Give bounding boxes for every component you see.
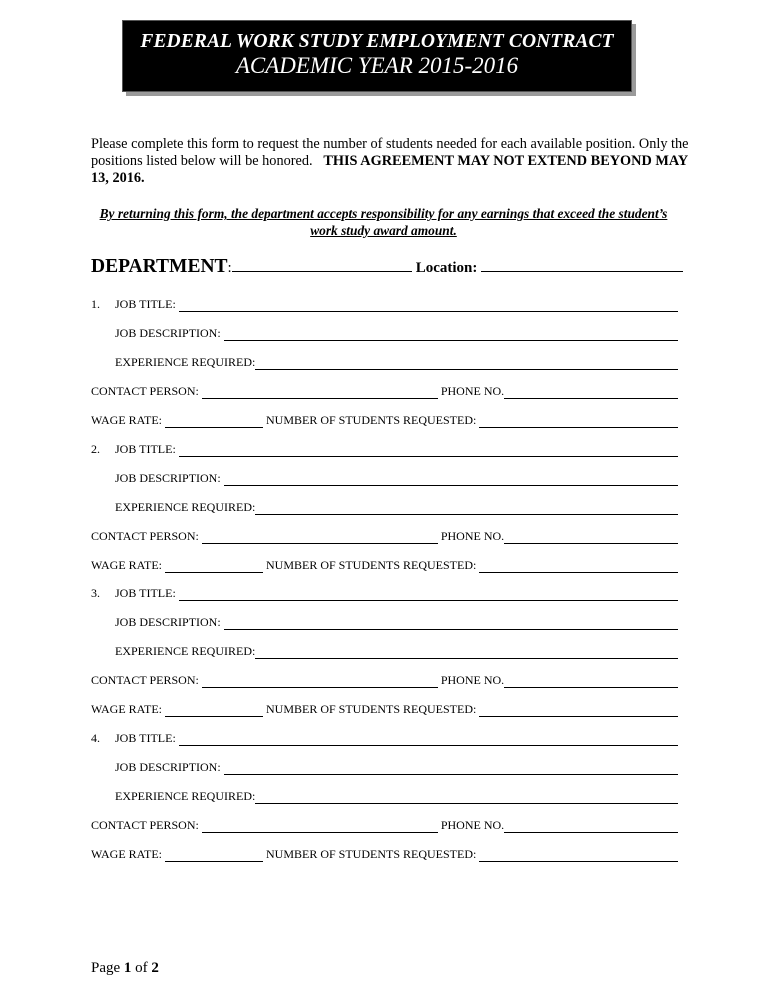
wage-rate-label: WAGE RATE: bbox=[91, 846, 162, 861]
page-footer bbox=[91, 960, 159, 977]
job-description-field[interactable] bbox=[224, 473, 678, 486]
page-word: Page bbox=[91, 960, 121, 976]
job-description-label: JOB DESCRIPTION: bbox=[115, 326, 221, 340]
phone-field[interactable] bbox=[504, 531, 678, 544]
intro-bold-notice: THIS AGREEMENT MAY NOT EXTEND BEYOND MAY 13, 2016. bbox=[91, 153, 688, 186]
department-colon: : bbox=[227, 260, 232, 276]
current-page: 1 bbox=[123, 960, 132, 976]
job-title-field[interactable] bbox=[179, 299, 678, 312]
job-description-field[interactable] bbox=[224, 617, 678, 630]
students-requested-field[interactable] bbox=[479, 704, 678, 717]
job-title-label: JOB TITLE: bbox=[115, 586, 176, 600]
phone-label: PHONE NO. bbox=[440, 817, 505, 832]
contact-person-field[interactable] bbox=[202, 820, 438, 833]
job-description-row bbox=[115, 614, 678, 630]
position-number: 1. bbox=[91, 297, 100, 311]
job-description-row bbox=[115, 759, 678, 775]
department-label: DEPARTMENT bbox=[91, 256, 228, 277]
experience-required-field[interactable] bbox=[255, 502, 678, 515]
wage-rate-field[interactable] bbox=[165, 849, 263, 862]
experience-required-row bbox=[115, 788, 678, 804]
wage-rate-field[interactable] bbox=[165, 560, 263, 573]
students-requested-label: NUMBER OF STUDENTS REQUESTED: bbox=[266, 702, 477, 716]
job-title-label: JOB TITLE: bbox=[115, 730, 176, 745]
experience-required-label: EXPERIENCE REQUIRED: bbox=[115, 788, 256, 803]
position-number: 2. bbox=[91, 441, 100, 456]
position-number: 4. bbox=[91, 730, 100, 745]
contact-row bbox=[91, 817, 678, 833]
students-requested-field[interactable] bbox=[479, 415, 678, 428]
job-title-row bbox=[91, 730, 678, 746]
phone-field[interactable] bbox=[504, 386, 678, 399]
experience-required-label: EXPERIENCE REQUIRED: bbox=[115, 644, 256, 658]
job-description-field[interactable] bbox=[224, 328, 678, 341]
experience-required-label: EXPERIENCE REQUIRED: bbox=[115, 355, 256, 369]
form-title: FEDERAL WORK STUDY EMPLOYMENT CONTRACT bbox=[140, 31, 614, 52]
experience-required-field[interactable] bbox=[255, 646, 678, 659]
students-requested-label: NUMBER OF STUDENTS REQUESTED: bbox=[266, 413, 477, 427]
contact-row bbox=[91, 528, 678, 544]
job-description-label: JOB DESCRIPTION: bbox=[115, 759, 221, 774]
job-title-field[interactable] bbox=[179, 444, 678, 457]
job-title-row bbox=[91, 585, 678, 601]
experience-required-row bbox=[115, 643, 678, 659]
job-description-field[interactable] bbox=[224, 762, 678, 775]
wage-row bbox=[91, 846, 678, 862]
job-title-row bbox=[91, 441, 678, 457]
job-description-row bbox=[115, 325, 678, 341]
contact-person-field[interactable] bbox=[202, 386, 438, 399]
total-pages: 2 bbox=[151, 960, 159, 976]
phone-field[interactable] bbox=[504, 675, 678, 688]
responsibility-notice: By returning this form, the department accepts responsibility for any earnings that exceed the student’s work study award amount. bbox=[99, 206, 668, 238]
phone-label: PHONE NO. bbox=[440, 528, 505, 543]
contact-person-label: CONTACT PERSON: bbox=[91, 384, 199, 398]
experience-required-field[interactable] bbox=[255, 791, 678, 804]
wage-row bbox=[91, 557, 678, 573]
students-requested-label: NUMBER OF STUDENTS REQUESTED: bbox=[266, 846, 477, 861]
experience-required-field[interactable] bbox=[255, 357, 678, 370]
experience-required-row bbox=[115, 354, 678, 370]
job-description-label: JOB DESCRIPTION: bbox=[115, 615, 221, 629]
location-label: Location: bbox=[415, 260, 478, 276]
job-title-field[interactable] bbox=[179, 733, 678, 746]
phone-field[interactable] bbox=[504, 820, 678, 833]
department-field[interactable] bbox=[232, 271, 412, 272]
experience-required-row bbox=[115, 499, 678, 515]
contact-person-label: CONTACT PERSON: bbox=[91, 817, 199, 832]
job-title-row bbox=[91, 296, 678, 312]
intro-paragraph bbox=[91, 136, 691, 187]
phone-label: PHONE NO. bbox=[440, 673, 505, 687]
position-number: 3. bbox=[91, 586, 100, 600]
wage-rate-label: WAGE RATE: bbox=[91, 413, 162, 427]
wage-rate-field[interactable] bbox=[165, 415, 263, 428]
job-title-label: JOB TITLE: bbox=[115, 441, 176, 456]
of-word: of bbox=[135, 960, 148, 976]
students-requested-label: NUMBER OF STUDENTS REQUESTED: bbox=[266, 557, 477, 572]
wage-rate-label: WAGE RATE: bbox=[91, 702, 162, 716]
phone-label: PHONE NO. bbox=[440, 384, 505, 398]
wage-row bbox=[91, 701, 678, 717]
wage-row bbox=[91, 412, 678, 428]
students-requested-field[interactable] bbox=[479, 849, 678, 862]
department-row bbox=[91, 256, 683, 278]
job-title-label: JOB TITLE: bbox=[115, 297, 176, 311]
wage-rate-label: WAGE RATE: bbox=[91, 557, 162, 572]
contact-person-label: CONTACT PERSON: bbox=[91, 673, 199, 687]
contact-person-field[interactable] bbox=[202, 675, 438, 688]
contact-person-field[interactable] bbox=[202, 531, 438, 544]
location-field[interactable] bbox=[481, 271, 683, 272]
experience-required-label: EXPERIENCE REQUIRED: bbox=[115, 499, 256, 514]
job-description-label: JOB DESCRIPTION: bbox=[115, 470, 221, 485]
job-title-field[interactable] bbox=[179, 588, 678, 601]
job-description-row bbox=[115, 470, 678, 486]
academic-year: ACADEMIC YEAR 2015-2016 bbox=[235, 53, 519, 78]
contact-row bbox=[91, 383, 678, 399]
students-requested-field[interactable] bbox=[479, 560, 678, 573]
form-header bbox=[122, 20, 632, 92]
contact-person-label: CONTACT PERSON: bbox=[91, 528, 199, 543]
contact-row bbox=[91, 672, 678, 688]
wage-rate-field[interactable] bbox=[165, 704, 263, 717]
intro-text: Please complete this form to request the number of students needed for each available position. Only the positions listed below will be honored. bbox=[91, 136, 689, 169]
